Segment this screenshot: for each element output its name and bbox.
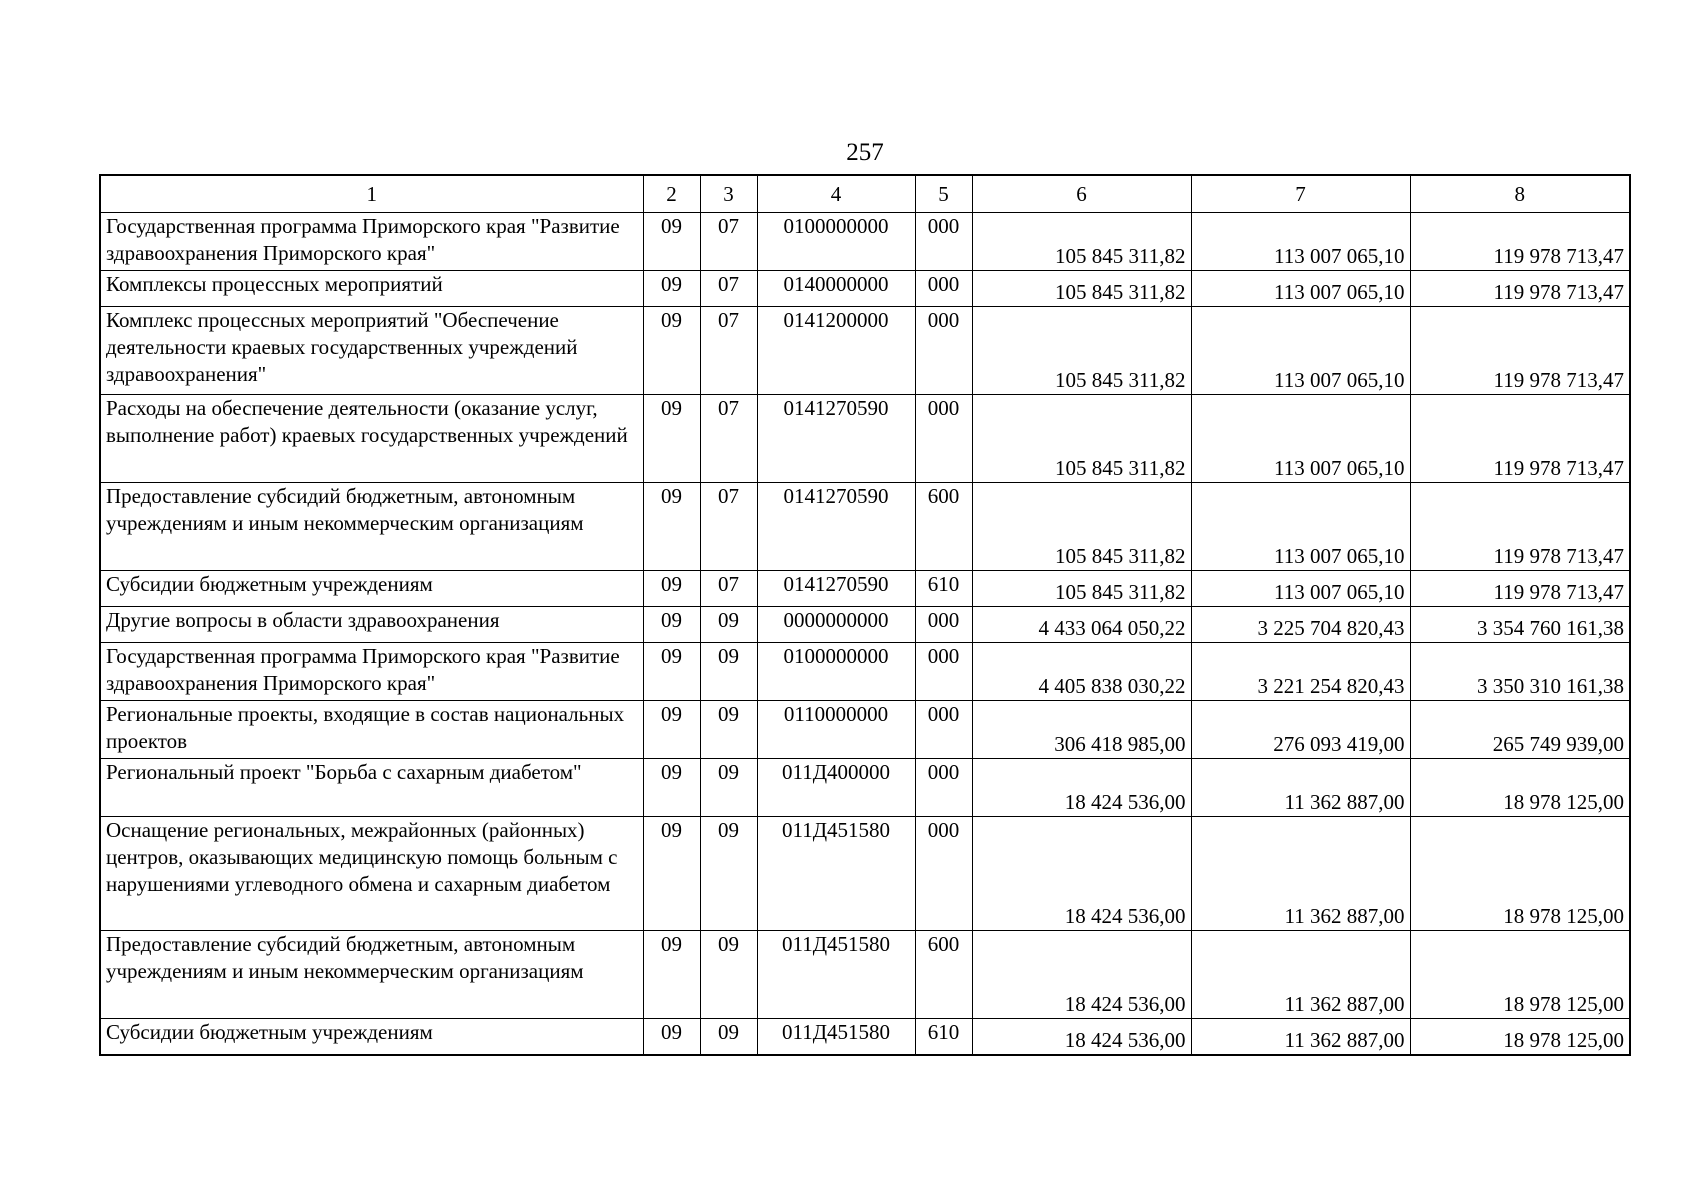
target-item-code-cell: 011Д451580 [757,817,915,931]
expense-type-code-cell: 000 [915,759,972,817]
subsection-code-cell: 07 [700,271,757,307]
table-row [100,643,1630,701]
amount-col6-cell: 18 424 536,00 [972,1019,1191,1055]
target-item-code-cell: 011Д451580 [757,931,915,1019]
row-name-cell: Расходы на обеспечение деятельности (оказание услуг, выполнение работ) краевых государственных учреждений [100,395,643,483]
subsection-code-cell: 07 [700,307,757,395]
column-header: 5 [915,175,972,213]
amount-col6-cell: 105 845 311,82 [972,213,1191,271]
amount-col6-cell: 4 405 838 030,22 [972,643,1191,701]
row-name-cell: Региональный проект "Борьба с сахарным диабетом" [100,759,643,817]
subsection-code-cell: 09 [700,701,757,759]
amount-col6-cell: 105 845 311,82 [972,271,1191,307]
amount-col8-cell: 3 354 760 161,38 [1410,607,1630,643]
amount-col7-cell: 11 362 887,00 [1191,931,1410,1019]
table-body [100,213,1630,1055]
amount-col7-cell: 3 221 254 820,43 [1191,643,1410,701]
column-header: 2 [643,175,700,213]
section-code-cell: 09 [643,701,700,759]
row-name-cell: Предоставление субсидий бюджетным, автономным учреждениям и иным некоммерческим организациям [100,483,643,571]
row-name-cell: Субсидии бюджетным учреждениям [100,571,643,607]
column-header: 7 [1191,175,1410,213]
amount-col8-cell: 18 978 125,00 [1410,1019,1630,1055]
expense-type-code-cell: 000 [915,307,972,395]
section-code-cell: 09 [643,483,700,571]
amount-col7-cell: 113 007 065,10 [1191,307,1410,395]
subsection-code-cell: 09 [700,1019,757,1055]
column-header: 4 [757,175,915,213]
subsection-code-cell: 09 [700,607,757,643]
section-code-cell: 09 [643,1019,700,1055]
expense-type-code-cell: 600 [915,931,972,1019]
amount-col7-cell: 11 362 887,00 [1191,817,1410,931]
target-item-code-cell: 0110000000 [757,701,915,759]
column-header: 1 [100,175,643,213]
target-item-code-cell: 011Д451580 [757,1019,915,1055]
expense-type-code-cell: 610 [915,571,972,607]
expense-type-code-cell: 000 [915,395,972,483]
expense-type-code-cell: 000 [915,817,972,931]
table-row [100,1019,1630,1055]
table-row [100,213,1630,271]
row-name-cell: Государственная программа Приморского края "Развитие здравоохранения Приморского края" [100,213,643,271]
amount-col7-cell: 113 007 065,10 [1191,213,1410,271]
subsection-code-cell: 07 [700,395,757,483]
expense-type-code-cell: 000 [915,643,972,701]
target-item-code-cell: 011Д400000 [757,759,915,817]
row-name-cell: Оснащение региональных, межрайонных (районных) центров, оказывающих медицинскую помощь больным с нарушениями углеводного обмена и сахарным диабетом [100,817,643,931]
section-code-cell: 09 [643,643,700,701]
section-code-cell: 09 [643,213,700,271]
row-name-cell: Другие вопросы в области здравоохранения [100,607,643,643]
amount-col8-cell: 119 978 713,47 [1410,307,1630,395]
table-row [100,701,1630,759]
amount-col8-cell: 119 978 713,47 [1410,395,1630,483]
amount-col6-cell: 105 845 311,82 [972,395,1191,483]
expense-type-code-cell: 600 [915,483,972,571]
amount-col7-cell: 11 362 887,00 [1191,1019,1410,1055]
amount-col7-cell: 276 093 419,00 [1191,701,1410,759]
target-item-code-cell: 0100000000 [757,213,915,271]
target-item-code-cell: 0141270590 [757,571,915,607]
amount-col8-cell: 3 350 310 161,38 [1410,643,1630,701]
section-code-cell: 09 [643,759,700,817]
table-row [100,759,1630,817]
section-code-cell: 09 [643,817,700,931]
amount-col6-cell: 4 433 064 050,22 [972,607,1191,643]
section-code-cell: 09 [643,931,700,1019]
expense-type-code-cell: 000 [915,213,972,271]
amount-col6-cell: 105 845 311,82 [972,483,1191,571]
table-row [100,307,1630,395]
target-item-code-cell: 0100000000 [757,643,915,701]
expense-type-code-cell: 000 [915,271,972,307]
amount-col8-cell: 119 978 713,47 [1410,271,1630,307]
target-item-code-cell: 0140000000 [757,271,915,307]
amount-col6-cell: 18 424 536,00 [972,817,1191,931]
subsection-code-cell: 07 [700,483,757,571]
table-row [100,931,1630,1019]
subsection-code-cell: 07 [700,571,757,607]
subsection-code-cell: 09 [700,643,757,701]
amount-col7-cell: 113 007 065,10 [1191,483,1410,571]
section-code-cell: 09 [643,571,700,607]
amount-col6-cell: 105 845 311,82 [972,571,1191,607]
expense-type-code-cell: 610 [915,1019,972,1055]
column-header: 8 [1410,175,1630,213]
amount-col7-cell: 113 007 065,10 [1191,571,1410,607]
row-name-cell: Комплексы процессных мероприятий [100,271,643,307]
amount-col6-cell: 105 845 311,82 [972,307,1191,395]
row-name-cell: Государственная программа Приморского края "Развитие здравоохранения Приморского края" [100,643,643,701]
table-row [100,483,1630,571]
section-code-cell: 09 [643,271,700,307]
amount-col7-cell: 113 007 065,10 [1191,271,1410,307]
amount-col6-cell: 18 424 536,00 [972,931,1191,1019]
row-name-cell: Субсидии бюджетным учреждениям [100,1019,643,1055]
amount-col8-cell: 119 978 713,47 [1410,571,1630,607]
table-row [100,395,1630,483]
target-item-code-cell: 0141200000 [757,307,915,395]
amount-col6-cell: 306 418 985,00 [972,701,1191,759]
subsection-code-cell: 07 [700,213,757,271]
header-row [100,175,1630,213]
amount-col8-cell: 18 978 125,00 [1410,759,1630,817]
expense-type-code-cell: 000 [915,701,972,759]
section-code-cell: 09 [643,307,700,395]
amount-col7-cell: 11 362 887,00 [1191,759,1410,817]
subsection-code-cell: 09 [700,931,757,1019]
amount-col8-cell: 119 978 713,47 [1410,483,1630,571]
table-row [100,571,1630,607]
row-name-cell: Комплекс процессных мероприятий "Обеспечение деятельности краевых государственных учреждений здравоохранения" [100,307,643,395]
target-item-code-cell: 0141270590 [757,395,915,483]
subsection-code-cell: 09 [700,759,757,817]
target-item-code-cell: 0000000000 [757,607,915,643]
amount-col6-cell: 18 424 536,00 [972,759,1191,817]
amount-col8-cell: 18 978 125,00 [1410,931,1630,1019]
amount-col7-cell: 3 225 704 820,43 [1191,607,1410,643]
amount-col8-cell: 265 749 939,00 [1410,701,1630,759]
section-code-cell: 09 [643,395,700,483]
column-header: 6 [972,175,1191,213]
page-number: 257 [846,139,884,166]
budget-table [99,174,1631,1056]
table-row [100,271,1630,307]
row-name-cell: Региональные проекты, входящие в состав национальных проектов [100,701,643,759]
table-row [100,607,1630,643]
target-item-code-cell: 0141270590 [757,483,915,571]
expense-type-code-cell: 000 [915,607,972,643]
section-code-cell: 09 [643,607,700,643]
amount-col8-cell: 119 978 713,47 [1410,213,1630,271]
amount-col8-cell: 18 978 125,00 [1410,817,1630,931]
column-header: 3 [700,175,757,213]
amount-col7-cell: 113 007 065,10 [1191,395,1410,483]
row-name-cell: Предоставление субсидий бюджетным, автономным учреждениям и иным некоммерческим организациям [100,931,643,1019]
table-row [100,817,1630,931]
subsection-code-cell: 09 [700,817,757,931]
